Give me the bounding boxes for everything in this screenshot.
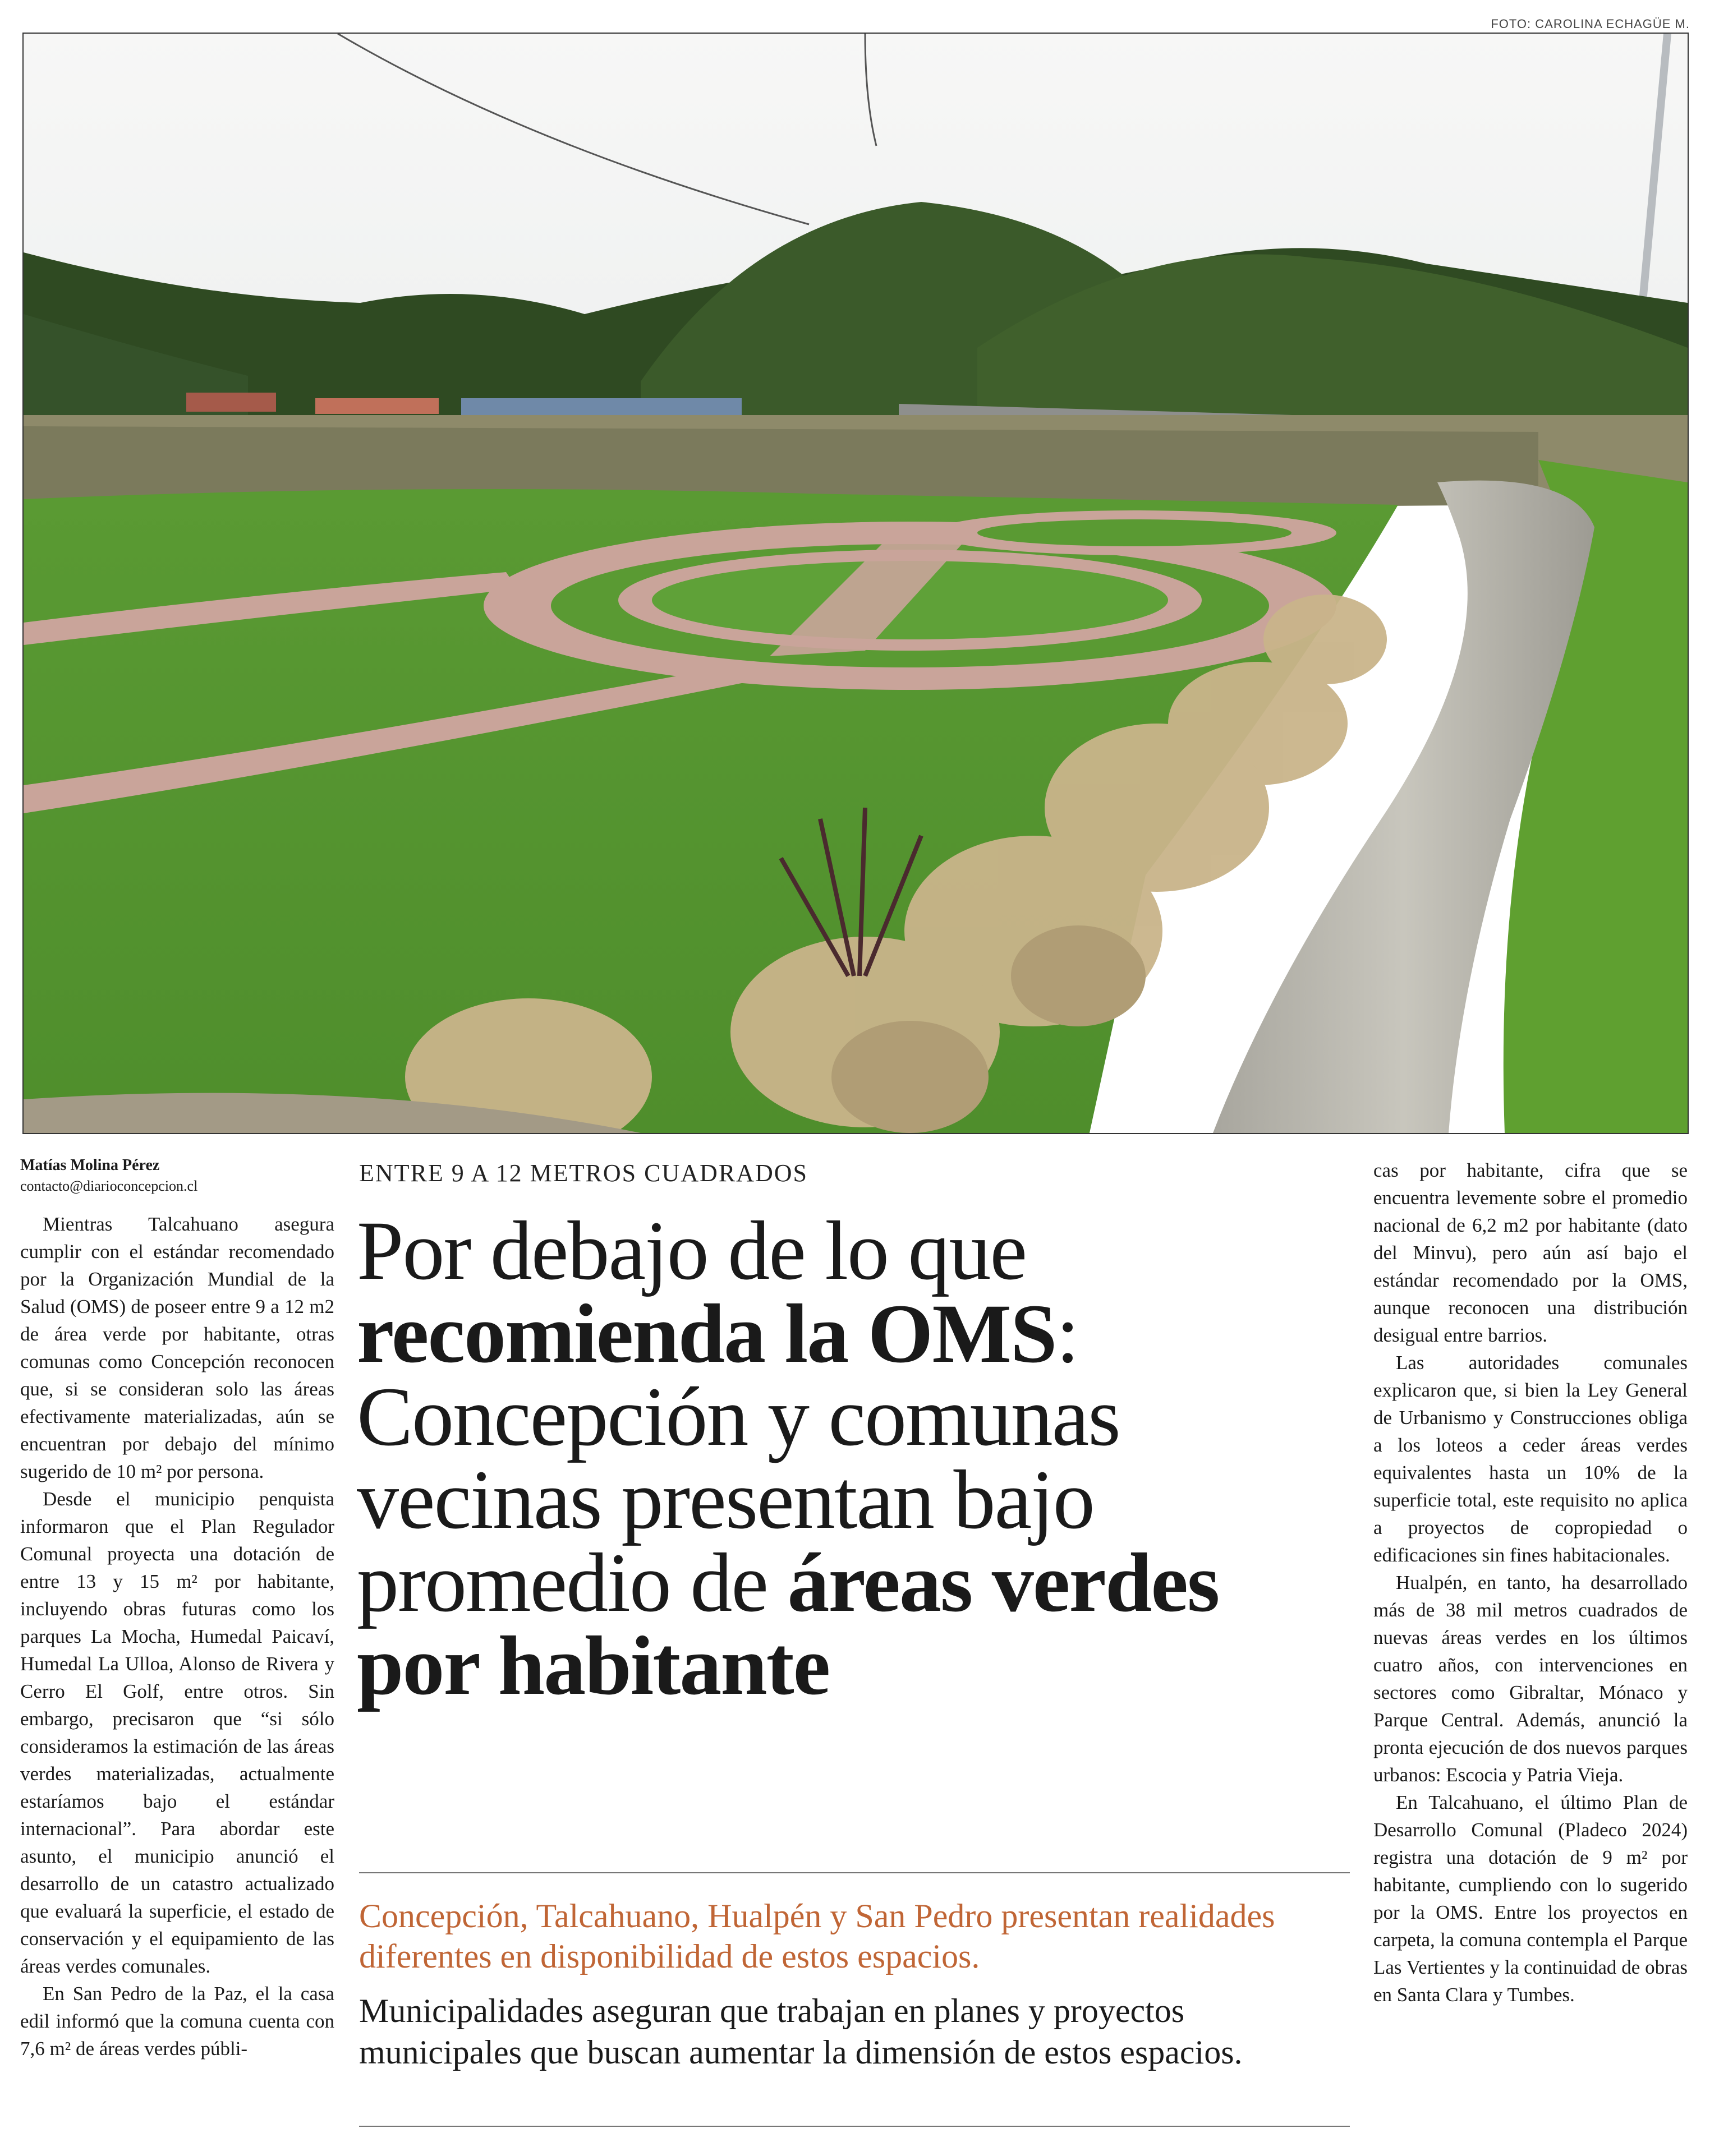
- paragraph: En Talcahuano, el último Plan de Desarrollo Comunal (Pladeco 2024) registra una dotación de 9 m² por habitante, cumpliendo con lo sugerido por la OMS. Entre los proyectos en carpeta, la comuna contempla el Parque Las Vertientes y la continuidad de obras en Santa Clara y Tumbes.: [1373, 1791, 1688, 2006]
- body-column-left: [20, 1210, 334, 2062]
- kicker: ENTRE 9 A 12 METROS CUADRADOS: [359, 1159, 808, 1187]
- paragraph: Hualpén, en tanto, ha desarrollado más de 38 mil metros cuadrados de nuevas áreas verdes en los últimos cuatro años, con intervenciones en sectores como Gibraltar, Mónaco y Parque Central. Además, anunció la pronta ejecución de dos nuevos parques urbanos: Escocia y Patria Vieja.: [1373, 1572, 1688, 1786]
- headline-part2: recomienda la OMS: [357, 1287, 1056, 1380]
- photo-credit: FOTO: CAROLINA ECHAGÜE M.: [1491, 17, 1690, 31]
- park-photo: [22, 33, 1689, 1134]
- headline-part4: áreas verdes por habitante: [357, 1536, 1219, 1712]
- paragraph: Las autoridades comunales explicaron que, si bien la Ley General de Urbanismo y Construcciones obliga a los loteos a ceder áreas verdes equivalentes hasta un 10% de la superficie total, este requisito no aplica a proyectos de copropiedad o edificaciones sin fines habitacionales.: [1373, 1352, 1688, 1566]
- paragraph: Mientras Talcahuano asegura cumplir con el estándar recomendado por la Organización Mundial de la Salud (OMS) de poseer entre 9 a 12 m2 de área verde por habitante, otras comunas como Concepción reconocen que, si se consideran solo las áreas efectivamente materializadas, aún se encuentran por debajo del mínimo sugerido de 10 m² por persona.: [20, 1213, 334, 1482]
- author-name: Matías Molina Pérez: [20, 1157, 160, 1174]
- paragraph: Desde el municipio penquista informaron que el Plan Regulador Comunal proyecta una dotación de entre 13 y 15 m² por habitante, incluyendo obras futuras como los parques La Mocha, Humedal Paicaví, Humedal La Ulloa, Alonso de Rivera y Cerro El Golf, entre otros. Sin embargo, precisaron que “si sólo consideramos la estimación de las áreas verdes materializadas, actualmente estaríamos bajo el estándar internacional”. Para abordar este asunto, el municipio anunció el desarrollo de un catastro actualizado que evaluará la superficie, el estado de conservación y el equipamiento de las áreas verdes comunales.: [20, 1488, 334, 1977]
- divider-top: [359, 1872, 1350, 1873]
- deck: Municipalidades aseguran que trabajan en planes y proyectos municipales que buscan aumentar la dimensión de estos espacios.: [359, 1992, 1243, 2071]
- headline-part3: : Concepción y comunas vecinas presentan bajo promedio de: [357, 1287, 1120, 1629]
- byline: [20, 1157, 334, 1195]
- author-email: contacto@diarioconcepcion.cl: [20, 1178, 198, 1194]
- paragraph: En San Pedro de la Paz, el la casa edil informó que la comuna cuenta con 7,6 m² de áreas verdes públi-: [20, 1983, 334, 2060]
- headline: [357, 1204, 1355, 1712]
- divider-bottom: [359, 2126, 1350, 2127]
- paragraph: cas por habitante, cifra que se encuentra levemente sobre el promedio nacional de 6,2 m2 por habitante (dato del Minvu), pero aún así bajo el estándar recomendado por la OMS, aunque reconocen una distribución desigual entre barrios.: [1373, 1159, 1688, 1346]
- body-column-right: [1373, 1157, 1688, 2008]
- subhead: Concepción, Talcahuano, Hualpén y San Pedro presentan realidades diferentes en disponibilidad de estos espacios.: [359, 1897, 1275, 1975]
- headline-part1: Por debajo de lo que: [357, 1204, 1027, 1297]
